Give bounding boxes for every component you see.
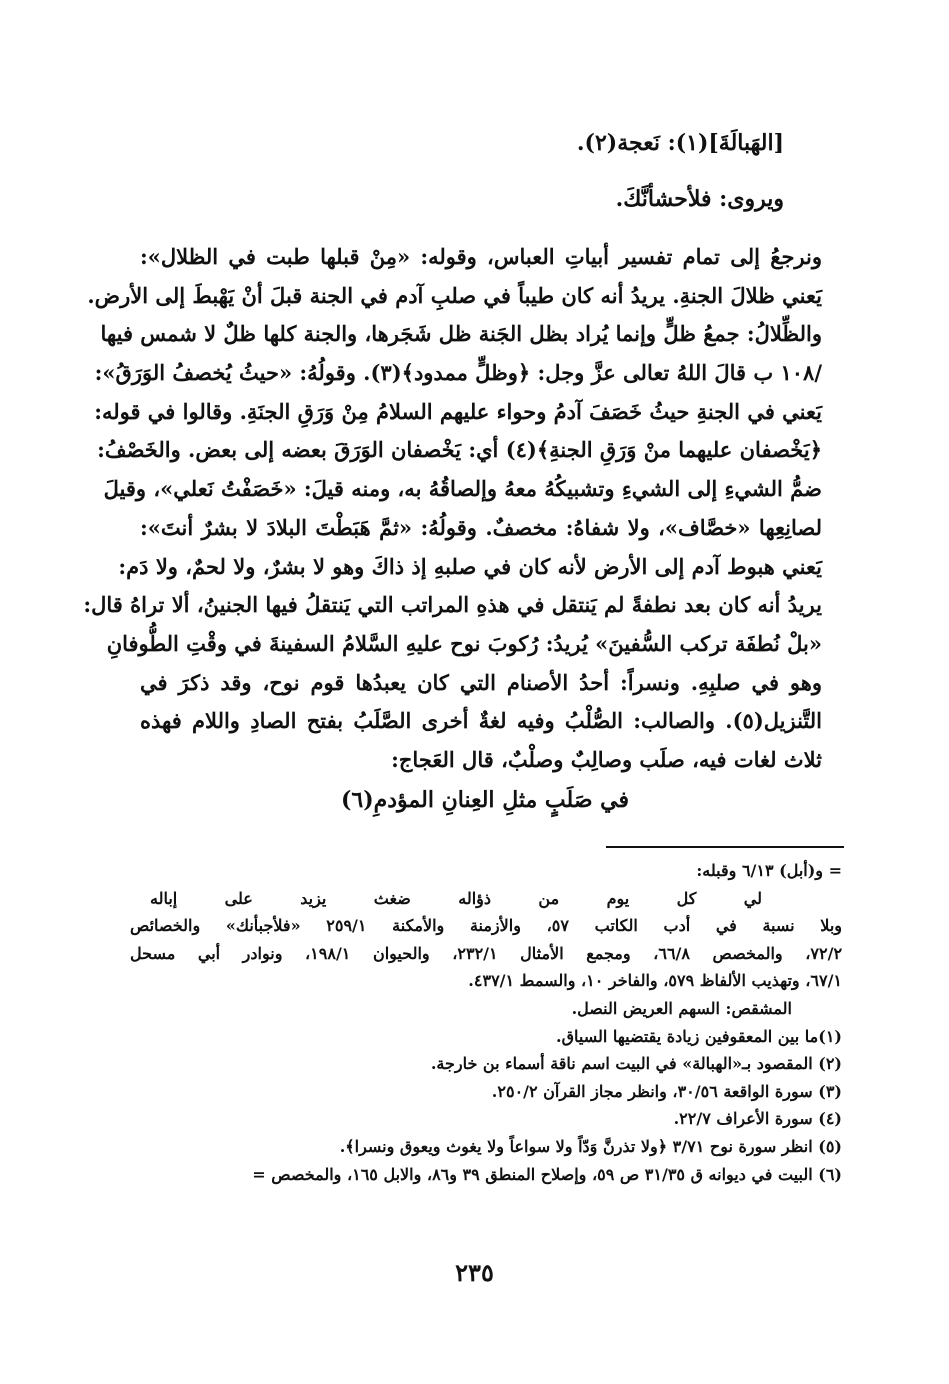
text-line: يَعني هبوط آدم إلى الأرض لأنه كان في صلبهِ إذ ذاكَ وهو لا بشرٌ، ولا لحمٌ، ولا دَم: xyxy=(118,553,822,579)
entry-habala-line: [الهَبالَةَ](١): نَعجة(٢). xyxy=(576,130,784,156)
main-text-block xyxy=(83,238,822,780)
footnote-verse: لي كل يوم من ذؤاله ضغث يزيد على إباله xyxy=(150,888,762,908)
footnote-continuation xyxy=(130,857,842,885)
text-line: وهو في صلبِهِ. ونسراً: أحدُ الأصنام التي كان يعبدُها قوم نوح، وقد ذكرَ في xyxy=(140,669,822,695)
footnote-5: (٥) انظر سورة نوح ٣/٧١ ﴿ولا تذرنَّ وَدّاً ولا سواعاً ولا يغوث ويعوق ونسرا﴾. xyxy=(339,1136,842,1156)
footnotes-block xyxy=(130,857,842,1188)
text-line: يَعني ظلالَ الجنةِ. يريدُ أنه كان طيباً في صلبِ آدم في الجنة قبلَ أنْ يَهْبطَ إلى الأرض. xyxy=(87,282,822,308)
text-line: /١٠٨ ب قالَ اللهُ تعالى عزَّ وجل: ﴿وظلٍّ ممدود﴾(٣). وقولُهُ: «حيثُ يُخصفُ الوَرَقُ»: xyxy=(94,360,822,386)
footnote-separator xyxy=(606,846,844,848)
footnote-line: ٦٧/١، وتهذيب الألفاظ ٥٧٩، والفاخر ١٠، والسمط ٤٣٧/١. xyxy=(468,971,842,991)
footnote-line: ٧٢/٢، والمخصص ٦٦/٨، ومجمع الأمثال ٢٣٢/١، والحيوان ١٩٨/١، ونوادر أبي مسحل xyxy=(130,943,843,963)
page-number: ٢٣٥ xyxy=(455,1258,494,1287)
continuation-text: و(أبل) ٦/١٣ وقبله: xyxy=(696,861,824,880)
footnote-line: المشقص: السهم العريض النصل. xyxy=(571,998,792,1018)
text-line: ضمُّ الشيءِ إلى الشيءِ وتشبيكُهُ معهُ وإلصاقُهُ به، ومنه قيلَ: «خَصَفْتُ نَعلي»، وقيلَ xyxy=(103,476,822,502)
text-line: ثلاث لغات فيه، صلَب وصالِبٌ وصلْبٌ، قال العَجاج: xyxy=(391,746,822,772)
continuation-marker: = xyxy=(828,861,842,880)
text-line: التَّنزيل(٥). والصالب: الصُّلْبُ وفيه لغةٌ أخرى الصَّلَبُ بفتح الصادِ واللام فهذه xyxy=(140,708,822,734)
text-line: يَعني في الجنةِ حيثُ خَصَفَ آدمُ وحواء عليهم السلامُ مِنْ وَرَقِ الجنَةِ. وقالوا في قوله: xyxy=(94,398,822,424)
footnote-2: (٢) المقصود بـ«الهبالة» في البيت اسم ناقة أسماء بن خارجة. xyxy=(430,1054,842,1074)
text-line: لصانِعِها «خصَّاف»، ولا شفاهُ: مخصفٌ. وقولُهُ: «ثمَّ هَبَطْتَ البلادَ لا بشرٌ أنتَ»: xyxy=(140,514,822,540)
variant-reading-line: ويروى: فلأحشأنَّكَ. xyxy=(615,186,784,212)
footnote-1: (١)ما بين المعقوفين زيادة يقتضيها السياق. xyxy=(556,1026,842,1046)
ajjaj-verse: في صَلَبٍ مثلِ العِنانِ المؤدمِ(٦) xyxy=(340,787,630,813)
text-line: ﴿يَخْصفان عليهما منْ وَرَقِ الجنةِ﴾(٤) أي: يَخْصفان الوَرَقَ بعضه إلى بعض. والخَصْفُ: xyxy=(97,437,822,463)
text-line: والظِّلالُ: جمعُ ظلٍّ وإنما يُراد بظل الجَنة ظل شَجَرها، والجنة كلها ظلٌ لا شمس فيها xyxy=(100,321,822,347)
text-line: ونرجعُ إلى تمام تفسير أبياتِ العباس، وقوله: «مِنْ قبلها طبت في الظلال»: xyxy=(140,244,822,269)
footnote-3: (٣) سورة الواقعة ٣٠/٥٦، وانظر مجاز القرآن ٢٥٠/٢. xyxy=(491,1081,842,1101)
footnote-line: وبلا نسبة في أدب الكاتب ٥٧، والأزمنة والأمكنة ٢٥٩/١ «فلأجبأنك» والخصائص xyxy=(130,916,843,936)
text-line: يريدُ أنه كان بعد نطفةً لم يَنتقل في هذهِ المراتب التي يَنتقلُ فيها الجنينُ، ألا تراهُ قال: xyxy=(83,592,822,618)
text-line: «بلْ نُطفَة تركب السُّفينَ» يُريدُ: رُكوبَ نوح عليهِ السَّلامُ السفينةَ في وقْتِ الطُّوفانِ xyxy=(106,630,822,656)
footnote-6: (٦) البيت في ديوانه ق ٣١/٣٥ ص ٥٩، وإصلاح المنطق ٣٩ و٨٦، والابل ١٦٥، والمخصص = xyxy=(252,1164,842,1184)
footnote-4: (٤) سورة الأعراف ٢٢/٧. xyxy=(673,1109,842,1129)
